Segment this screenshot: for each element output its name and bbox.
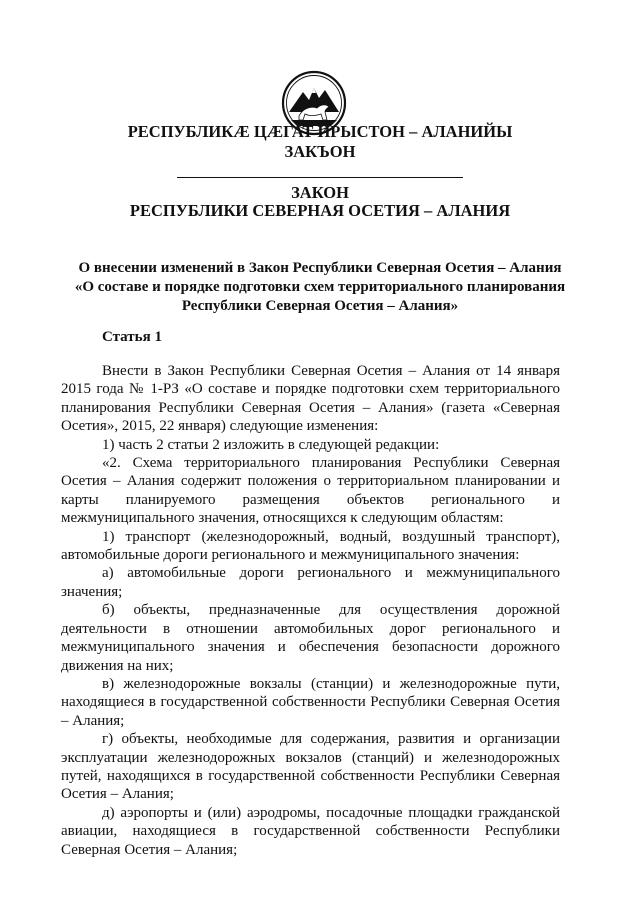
- body-paragraph: б) объекты, предназначенные для осуществления дорожной деятельности в отношении автомобильных дорог регионального и межмуниципального значения и обеспечения безопасности дорожного движения на них;: [61, 602, 560, 674]
- body-paragraph: «2. Схема территориального планирования Республики Северная Осетия – Алания содержит положения о территориальном планировании и карты планируемого размещения объектов регионального и межмуниципального значения, относящихся к следующим областям:: [61, 455, 560, 527]
- subject-line: Республики Северная Осетия – Алания»: [181, 298, 459, 314]
- body-paragraph: Внести в Закон Республики Северная Осетия – Алания от 14 января 2015 года № 1-РЗ «О составе и порядке подготовки схем территориального планирования Республики Северная Осетия – Алания» (газета «Северная Осетия», 2015, 22 января) следующие изменения:: [61, 363, 560, 435]
- article-heading: Статья 1: [102, 329, 162, 345]
- law-subject: [60, 259, 580, 316]
- law-title: ЗАКОН: [291, 183, 349, 202]
- header-divider: [177, 177, 463, 178]
- ossetian-republic-title: РЕСПУБЛИКӔ ЦӔГАТ ИРЫСТОН – АЛАНИЙЫ: [127, 122, 513, 141]
- body-paragraph: д) аэропорты и (или) аэродромы, посадочные площадки гражданской авиации, находящиеся в государственной собственности Республики Северная Осетия – Алания;: [61, 804, 560, 858]
- republic-title: РЕСПУБЛИКИ СЕВЕРНАЯ ОСЕТИЯ – АЛАНИЯ: [129, 201, 511, 220]
- body-paragraph: г) объекты, необходимые для содержания, развития и организации эксплуатации железнодорожных вокзалов (станций) и железнодорожных путей, находящихся в государственной собственности Республики Северная Осетия – Алания;: [61, 731, 560, 803]
- body-paragraph: 1) транспорт (железнодорожный, водный, воздушный транспорт), автомобильные дороги регионального и межмуниципального значения:: [61, 528, 560, 564]
- body-paragraph: 1) часть 2 статьи 2 изложить в следующей редакции:: [102, 436, 440, 453]
- body-paragraph: в) железнодорожные вокзалы (станции) и железнодорожные пути, находящиеся в государственной собственности Республики Северная Осетия – Алания;: [61, 675, 560, 729]
- body-paragraph: а) автомобильные дороги регионального и межмуниципального значения;: [61, 565, 560, 600]
- subject-line: О внесении изменений в Закон Республики Северная Осетия – Алания: [78, 260, 562, 276]
- subject-line: «О составе и порядке подготовки схем территориального планирования: [74, 279, 566, 295]
- ossetian-law-title: ЗАКЪОН: [284, 142, 356, 161]
- article-body: [61, 362, 560, 859]
